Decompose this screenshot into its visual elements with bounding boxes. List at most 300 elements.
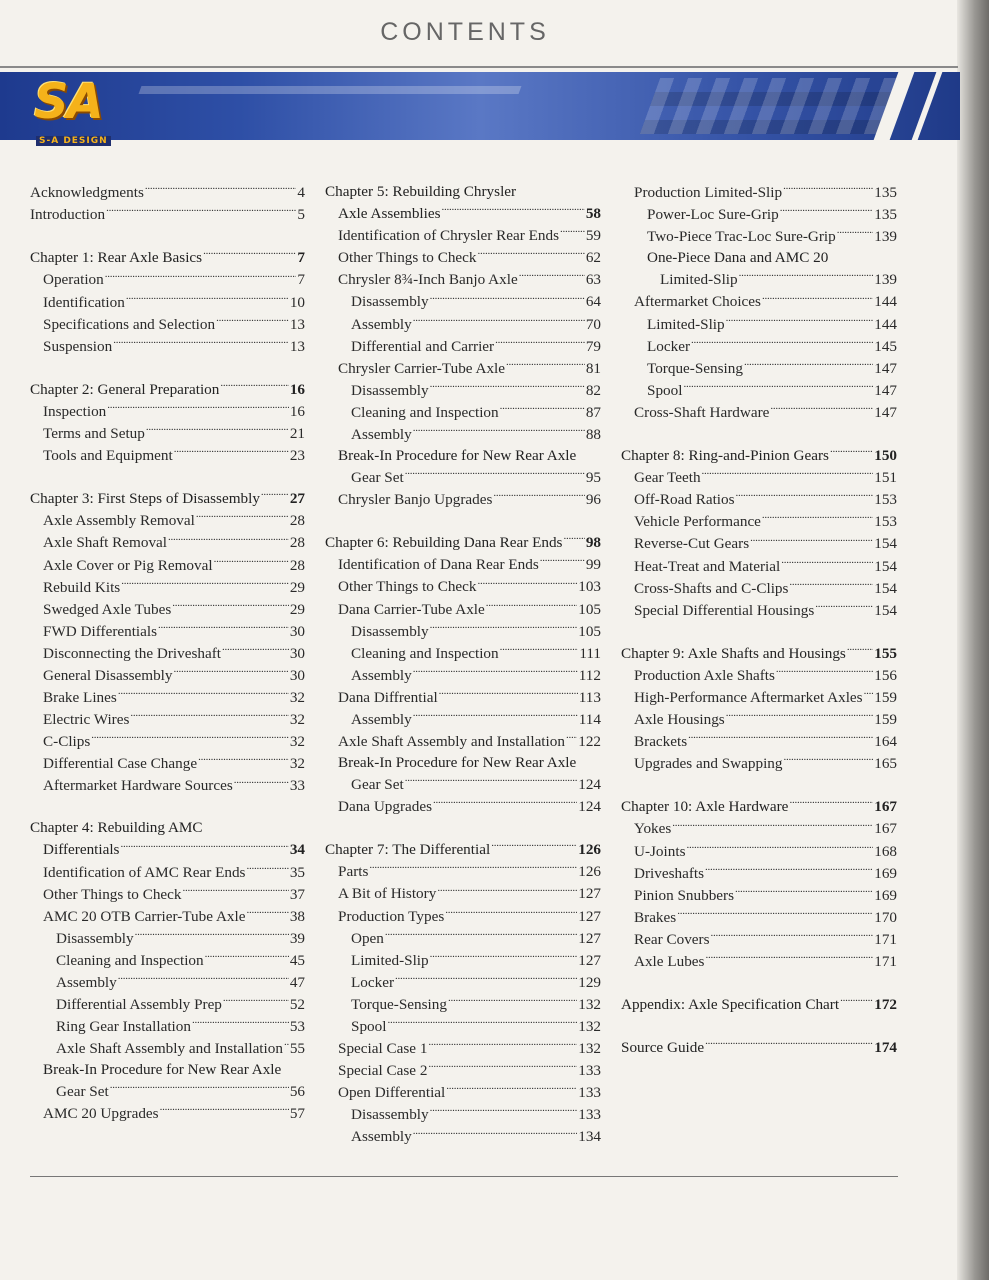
toc-entry[interactable] [30,643,305,665]
toc-entry-title: Tools and Equipment [43,447,173,465]
toc-entry-title: AMC 20 OTB Carrier-Tube Axle [43,907,246,925]
toc-entry[interactable] [325,1104,601,1126]
toc-entry-title: Gear Set [351,776,404,794]
toc-entry-title: Gear Teeth [634,469,701,487]
toc-entry[interactable] [325,576,601,598]
toc-page-number: 105 [578,600,601,618]
toc-entry-title: Chapter 7: The Differential [325,841,491,859]
toc-chapter-entry[interactable] [325,203,601,225]
toc-entry[interactable] [30,621,305,643]
dot-leader [781,555,873,570]
toc-spacer [325,818,601,839]
toc-entry[interactable] [621,687,897,709]
toc-entry[interactable] [30,532,305,554]
toc-page-number: 155 [874,644,897,662]
toc-entry-title: Vehicle Performance [634,513,761,531]
dot-leader [385,927,577,942]
toc-entry-title: Chrysler 8¾-Inch Banjo Axle [338,271,518,289]
toc-entry-title: Rear Covers [634,930,710,948]
dot-leader [183,883,289,898]
toc-entry[interactable] [325,247,601,269]
toc-entry-title: Torque-Sensing [351,995,447,1013]
toc-entry-title: Dana Carrier-Tube Axle [338,600,485,618]
dot-leader [284,1038,289,1053]
toc-entry[interactable] [30,775,305,797]
toc-entry[interactable] [325,1060,601,1082]
toc-entry[interactable] [325,1082,601,1104]
toc-page-number: 154 [874,557,897,575]
dot-leader [770,402,873,417]
toc-entry[interactable] [30,665,305,687]
toc-entry-title: Cross-Shafts and C-Clips [634,579,789,597]
toc-entry[interactable] [325,489,601,511]
dot-leader [413,313,585,328]
dot-leader [837,226,873,241]
toc-entry[interactable] [325,380,601,402]
toc-page-number: 58 [585,205,601,223]
dot-leader [246,861,288,876]
toc-entry-title: Torque-Sensing [647,359,743,377]
toc-entry-title: Assembly [351,710,412,728]
dot-leader [160,1103,289,1118]
dot-leader [691,335,873,350]
toc-page-number: 127 [578,951,601,969]
toc-entry[interactable] [325,313,601,335]
toc-chapter-entry[interactable] [621,445,897,467]
dot-leader [203,247,296,262]
toc-entry[interactable] [30,204,305,226]
toc-chapter-entry[interactable] [325,839,601,861]
toc-entry-title: Introduction [30,206,106,224]
toc-entry-title: Chapter 6: Rebuilding Dana Rear Ends [325,534,563,552]
toc-entry-title: Disassembly [351,622,429,640]
toc-page-number: 139 [874,228,897,246]
toc-entry[interactable] [30,687,305,709]
dot-leader [135,928,289,943]
toc-page-number: 154 [874,535,897,553]
toc-chapter-entry[interactable] [30,379,305,401]
toc-entry[interactable] [30,906,305,928]
toc-entry[interactable] [621,467,897,489]
toc-entry[interactable] [621,577,897,599]
dot-leader [413,1126,577,1141]
toc-page-number: 156 [874,666,897,684]
toc-entry[interactable] [30,401,305,423]
toc-entry-title: Brakes [634,908,677,926]
toc-entry-title: Disassembly [351,293,429,311]
toc-entry[interactable] [621,951,897,973]
toc-entry[interactable] [30,1016,305,1038]
dot-leader [448,994,577,1009]
dot-leader [220,379,288,394]
toc-page-number: 171 [874,953,897,970]
toc-page-number: 165 [874,755,897,773]
toc-entry[interactable] [621,555,897,577]
dot-leader [110,1081,289,1096]
toc-page-number: 129 [578,973,601,991]
dot-leader [711,929,874,944]
dot-leader [118,972,289,987]
toc-entry[interactable] [30,753,305,775]
toc-entry-title: Special Differential Housings [634,601,815,619]
toc-entry[interactable] [621,907,897,929]
toc-entry[interactable] [621,204,897,226]
dot-leader [446,1082,577,1097]
header-banner [0,72,960,140]
toc-entry[interactable] [325,796,601,818]
dot-leader [776,665,873,680]
toc-entry[interactable] [30,709,305,731]
toc-entry-title: AMC 20 Upgrades [43,1105,159,1123]
toc-entry[interactable] [325,905,601,927]
toc-page-number: 10 [289,293,305,311]
toc-entry[interactable] [621,818,897,840]
toc-column-1 [30,182,305,1125]
toc-spacer [621,424,897,445]
logo-subtext: S-A DESIGN [36,136,111,146]
toc-entry[interactable] [30,928,305,950]
dot-leader [216,313,289,328]
toc-entry[interactable] [621,358,897,380]
toc-entry-title: Locker [647,337,691,355]
toc-chapter-entry[interactable] [30,247,305,269]
toc-entry[interactable] [621,380,897,402]
toc-page-number: 13 [289,337,305,355]
dot-leader [192,1016,289,1031]
toc-page-number: 154 [874,601,897,619]
toc-page-number: 133 [578,1084,601,1102]
toc-entry-title: Limited-Slip [660,271,738,289]
toc-entry[interactable] [621,511,897,533]
dot-leader [145,182,297,197]
toc-entry[interactable] [325,1038,601,1060]
toc-entry-title: Heat-Treat and Material [634,557,781,575]
toc-page-number: 63 [585,271,601,289]
toc-entry[interactable] [621,731,897,753]
dot-leader [387,1016,577,1031]
toc-entry[interactable] [325,774,601,796]
dot-leader [726,709,874,724]
toc-page-number: 7 [297,249,305,267]
toc-entry-title: Power-Loc Sure-Grip [647,206,779,224]
toc-entry[interactable] [325,927,601,949]
toc-entry[interactable] [30,445,305,467]
toc-chapter-entry[interactable] [621,796,897,818]
toc-entry-title: Assembly [351,666,412,684]
toc-entry[interactable] [30,731,305,753]
toc-page-number: 30 [289,622,305,640]
toc-page-number: 144 [874,315,897,333]
dot-leader [486,598,577,613]
toc-entry[interactable] [325,358,601,380]
toc-page-number: 37 [289,885,305,903]
toc-spacer [621,775,897,796]
dot-leader [130,709,288,724]
toc-chapter-entry[interactable] [325,532,601,554]
toc-page-number: 169 [874,864,897,882]
toc-spacer [621,622,897,643]
toc-entry-title: Disassembly [56,929,134,947]
toc-page-number: 28 [289,534,305,552]
dot-leader [413,709,578,724]
toc-page-number: 122 [578,733,601,751]
toc-page-number: 147 [874,359,897,377]
toc-entry[interactable] [621,226,897,248]
dot-leader [428,1060,577,1075]
toc-entry-title: Assembly [351,426,412,444]
toc-entry[interactable] [30,599,305,621]
toc-entry[interactable] [30,313,305,335]
dot-leader [246,906,288,921]
toc-entry[interactable] [30,182,305,204]
toc-entry[interactable] [325,883,601,905]
toc-entry-title: Disconnecting the Driveshaft [43,644,221,662]
toc-entry[interactable] [325,620,601,642]
toc-entry-title: Axle Lubes [634,953,705,970]
dot-leader [702,467,874,482]
toc-entry[interactable] [325,225,601,247]
dot-leader [174,445,289,460]
dot-leader [830,445,873,460]
toc-page-number: 132 [578,995,601,1013]
toc-entry-title: Axle Assembly Removal [43,512,195,530]
toc-page-number: 124 [578,776,601,794]
toc-page-number: 13 [289,315,305,333]
toc-page-number: 124 [578,798,601,816]
toc-column-2 [325,182,601,1148]
toc-page-number: 111 [579,644,601,662]
dot-leader [430,620,578,635]
toc-spacer [30,358,305,379]
toc-entry-title: Axle Cover or Pig Removal [43,556,213,574]
dot-leader [677,907,873,922]
dot-leader [214,554,289,569]
toc-chapter-entry[interactable] [30,488,305,510]
toc-entry-title: Terms and Setup [43,425,145,443]
toc-entry[interactable] [325,709,601,731]
dot-leader [439,687,578,702]
toc-entry[interactable] [325,950,601,972]
dot-leader [864,687,874,702]
toc-entry-title: A Bit of History [338,885,437,903]
toc-entry[interactable] [325,467,601,489]
toc-entry-title: Electric Wires [43,711,130,729]
toc-page-number: 127 [578,907,601,925]
toc-entry[interactable] [325,687,601,709]
toc-entry[interactable] [325,402,601,424]
toc-entry[interactable] [621,291,897,313]
toc-entry[interactable] [325,1126,601,1148]
dot-leader [120,839,288,854]
toc-page-number: 132 [578,1018,601,1035]
dot-leader [222,643,289,658]
toc-page-number: 164 [874,733,897,751]
toc-entry-title: Reverse-Cut Gears [634,535,750,553]
toc-entry[interactable] [325,598,601,620]
toc-chapter-entry[interactable] [621,643,897,665]
toc-page-number: 5 [297,206,305,224]
toc-entry[interactable] [621,269,897,291]
toc-entry[interactable] [325,1016,601,1038]
toc-page-number: 103 [578,578,601,596]
toc-entry[interactable] [325,861,601,883]
toc-page-number: 45 [289,951,305,969]
dot-leader [726,313,874,328]
toc-page-number: 154 [874,579,897,597]
toc-page-number: 144 [874,293,897,311]
toc-chapter-entry[interactable] [621,994,897,1016]
dot-leader [146,423,289,438]
dot-leader [478,247,585,262]
dot-leader [430,950,578,965]
toc-entry[interactable] [30,269,305,291]
toc-entry-title: Spool [647,381,683,399]
toc-entry[interactable] [621,489,897,511]
toc-entry-title: Identification [43,293,125,311]
toc-entry[interactable] [621,709,897,731]
toc-entry[interactable] [325,335,601,357]
toc-entry[interactable] [621,600,897,622]
toc-page-number: 95 [585,469,601,487]
toc-entry[interactable] [30,994,305,1016]
dot-leader [205,950,289,965]
toc-page-number: 151 [874,469,897,487]
dot-leader [158,621,289,636]
dot-leader [395,972,577,987]
dot-leader [442,203,585,218]
toc-entry[interactable] [621,929,897,951]
toc-page-number: 27 [289,490,305,508]
toc-entry[interactable] [325,972,601,994]
toc-entry-title: Axle Shaft Removal [43,534,168,552]
toc-entry[interactable] [621,885,897,907]
dot-leader [198,753,289,768]
toc-entry[interactable] [30,1081,305,1103]
toc-entry[interactable] [621,862,897,884]
toc-spacer [30,797,305,818]
dot-leader [540,554,585,569]
dot-leader [506,358,585,373]
toc-entry[interactable] [30,950,305,972]
toc-page-number: 4 [297,184,305,202]
toc-entry[interactable] [30,291,305,313]
toc-entry-title: Gear Set [351,469,404,487]
toc-entry[interactable] [621,840,897,862]
toc-page-number: 47 [289,974,305,991]
dot-leader [126,291,289,306]
toc-entry[interactable] [30,423,305,445]
toc-page-number: 127 [578,885,601,903]
toc-entry[interactable] [621,402,897,424]
toc-entry[interactable] [325,731,601,753]
dot-leader [789,577,873,592]
toc-page-number: 57 [289,1105,305,1123]
toc-entry[interactable] [30,883,305,905]
toc-entry-heading: Break-In Procedure for New Rear Axle [43,1061,282,1079]
toc-entry-title: Appendix: Axle Specification Chart [621,996,840,1014]
toc-page-number: 55 [289,1040,305,1058]
dot-leader [106,204,296,219]
toc-entry-title: Cleaning and Inspection [56,951,204,969]
banner-stripe [912,72,943,140]
toc-entry[interactable] [30,1038,305,1060]
toc-page-number: 39 [289,929,305,947]
dot-leader [672,818,873,833]
toc-entry-title: Chapter 2: General Preparation [30,380,220,398]
toc-entry-title: Differentials [43,841,120,859]
toc-entry[interactable] [621,753,897,775]
toc-page-number: 134 [578,1128,601,1146]
toc-entry[interactable] [325,643,601,665]
toc-entry-title: Chapter 8: Ring-and-Pinion Gears [621,447,829,465]
toc-entry[interactable] [30,554,305,576]
toc-entry-heading: Break-In Procedure for New Rear Axle [338,753,577,771]
toc-entry[interactable] [325,269,601,291]
toc-entry[interactable] [325,291,601,313]
toc-entry[interactable] [325,994,601,1016]
dot-leader [413,665,578,680]
toc-page-number: 28 [289,512,305,530]
toc-entry-title: High-Performance Aftermarket Axles [634,688,863,706]
toc-chapter-entry[interactable] [30,839,305,861]
dot-leader [196,510,289,525]
toc-chapter-entry[interactable] [621,1037,897,1059]
toc-entry-title: Other Things to Check [338,249,477,267]
dot-leader [428,1038,577,1053]
toc-entry[interactable] [621,313,897,335]
toc-entry[interactable] [325,665,601,687]
publisher-logo [30,74,120,154]
dot-leader [430,1104,578,1119]
dot-leader [847,643,873,658]
dot-leader [783,182,873,197]
toc-entry[interactable] [30,1103,305,1125]
dot-leader [369,861,577,876]
toc-entry-title: General Disassembly [43,666,173,684]
toc-entry[interactable] [621,665,897,687]
toc-entry[interactable] [325,554,601,576]
toc-entry-title: Specifications and Selection [43,315,216,333]
toc-entry[interactable] [30,336,305,358]
toc-entry[interactable] [30,576,305,598]
toc-entry[interactable] [621,533,897,555]
toc-entry-title: Aftermarket Choices [634,293,761,311]
dot-leader [705,862,873,877]
toc-entry[interactable] [30,510,305,532]
toc-entry-title: Upgrades and Swapping [634,755,783,773]
dot-leader [762,291,873,306]
toc-entry[interactable] [621,182,897,204]
dot-leader [405,774,578,789]
toc-spacer [30,467,305,488]
dot-leader [173,665,288,680]
toc-entry-title: Production Axle Shafts [634,666,775,684]
toc-page-number: 21 [289,425,305,443]
toc-entry[interactable] [325,424,601,446]
toc-page-number: 59 [585,227,601,245]
toc-entry[interactable] [621,335,897,357]
dot-leader [118,687,289,702]
toc-page-number: 30 [289,644,305,662]
dot-leader [437,883,577,898]
toc-entry-title: Open Differential [338,1084,446,1102]
toc-entry[interactable] [30,972,305,994]
toc-page-number: 81 [585,359,601,377]
toc-entry[interactable] [30,861,305,883]
toc-page-number: 171 [874,930,897,948]
toc-page-number: 174 [874,1039,897,1057]
toc-entry-title: Chapter 3: First Steps of Disassembly [30,490,260,508]
